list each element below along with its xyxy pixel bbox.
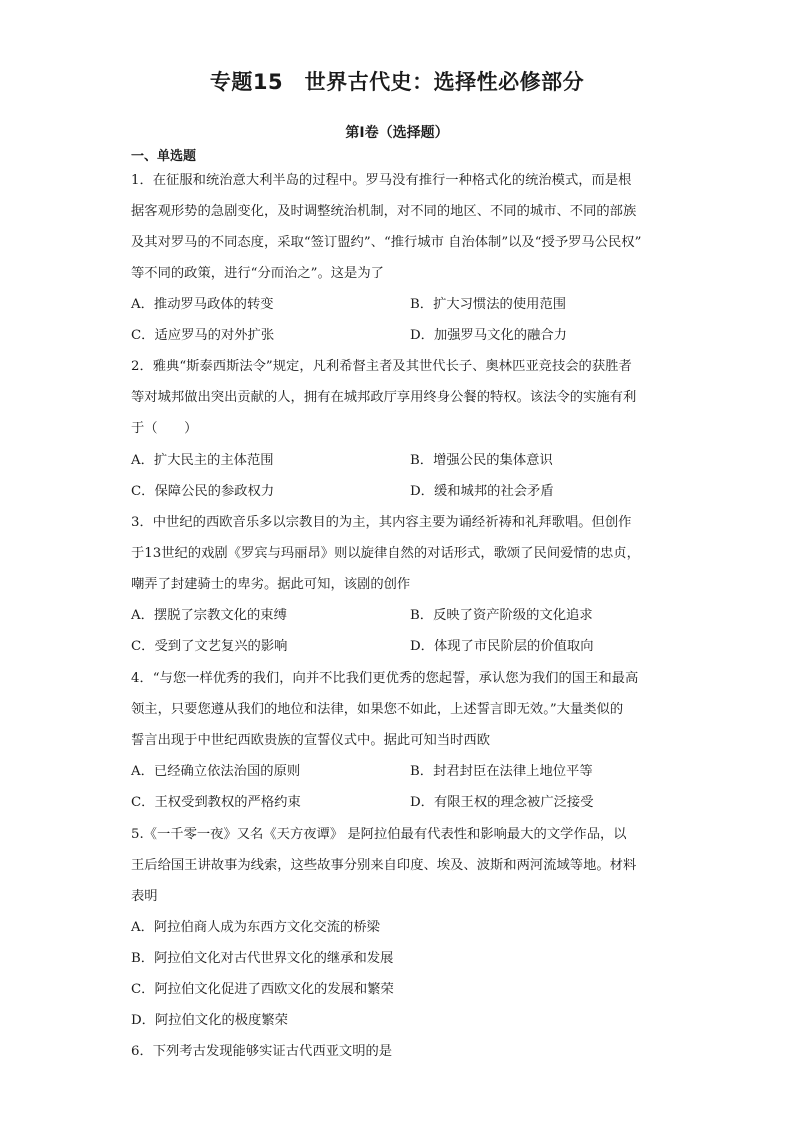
question-4-option-d: D．有限王权的理念被广泛接受 [410, 795, 594, 810]
question-2-text-line-1: 2．雅典“斯泰西斯法令”规定，凡利希督主者及其世代长子、奥林匹亚竞技会的获胜者 [131, 359, 632, 374]
question-4-option-c: C．王权受到教权的严格约束 [131, 795, 301, 810]
question-2-text-line-2: 等对城邦做出突出贡献的人，拥有在城邦政厅享用终身公餐的特权。该法令的实施有利 [131, 390, 637, 405]
question-1-text-line-4: 等不同的政策，进行“分而治之”。这是为了 [131, 266, 384, 281]
question-4-option-a: A．已经确立依法治国的原则 [131, 764, 301, 779]
question-1-option-d: D．加强罗马文化的融合力 [410, 328, 567, 343]
question-3-text-line-2: 于13世纪的戏剧《罗宾与玛丽昂》则以旋律自然的对话形式，歌颂了民间爱情的忠贞， [131, 546, 640, 561]
question-2-option-d: D．缓和城邦的社会矛盾 [410, 484, 554, 499]
question-5-option-a: A．阿拉伯商人成为东西方文化交流的桥梁 [131, 920, 380, 935]
question-2-option-a: A．扩大民主的主体范围 [131, 453, 274, 468]
question-4-text-line-3: 誓言出现于中世纪西欧贵族的宣誓仪式中。据此可知当时西欧 [131, 733, 491, 748]
question-5-option-c: C．阿拉伯文化促进了西欧文化的发展和繁荣 [131, 982, 394, 997]
question-5-option-b: B．阿拉伯文化对古代世界文化的继承和发展 [131, 951, 394, 966]
question-1-option-a: A．推动罗马政体的转变 [131, 297, 274, 312]
question-5-text-line-2: 王后给国王讲故事为线索，这些故事分别来自印度、埃及、波斯和两河流域等地。材料 [131, 858, 637, 873]
question-3-option-a: A．摆脱了宗教文化的束缚 [131, 608, 287, 623]
question-2-option-c: C．保障公民的参政权力 [131, 484, 275, 499]
question-1-option-b: B．扩大习惯法的使用范围 [410, 297, 567, 312]
volume-subtitle: 第I卷（选择题） [345, 125, 449, 141]
question-5-option-d: D．阿拉伯文化的极度繁荣 [131, 1013, 288, 1028]
section-heading: 一、单选题 [131, 149, 197, 164]
question-4-text-line-2: 领主，只要您遵从我们的地位和法律，如果您不如此，上述誓言即无效。”大量类似的 [131, 702, 624, 717]
question-5-text-line-1: 5.《一千零一夜》又名《天方夜谭》 是阿拉伯最有代表性和影响最大的文学作品，以 [131, 827, 627, 842]
question-4-option-b: B．封君封臣在法律上地位平等 [410, 764, 593, 779]
question-1-text-line-2: 据客观形势的急剧变化，及时调整统治机制，对不同的地区、不同的城市、不同的部族 [131, 204, 637, 219]
page-title: 专题15 世界古代史：选择性必修部分 [209, 70, 585, 94]
question-3-option-c: C．受到了文艺复兴的影响 [131, 639, 288, 654]
question-1-option-c: C．适应罗马的对外扩张 [131, 328, 275, 343]
question-2-text-line-3: 于（ ） [131, 421, 198, 436]
question-3-text-line-3: 嘲弄了封建骑士的卑劣。据此可知，该剧的创作 [131, 577, 411, 592]
question-3-option-b: B．反映了资产阶级的文化追求 [410, 608, 593, 623]
question-2-option-b: B．增强公民的集体意识 [410, 453, 553, 468]
question-1-text-line-3: 及其对罗马的不同态度，采取“签订盟约”、“推行城市 自治体制”以及“授予罗马公民权” [131, 235, 642, 250]
question-6-text-line-1: 6．下列考古发现能够实证古代西亚文明的是 [131, 1044, 393, 1059]
question-3-option-d: D．体现了市民阶层的价值取向 [410, 639, 594, 654]
question-5-text-line-3: 表明 [131, 889, 158, 904]
question-1-text-line-1: 1．在征服和统治意大利半岛的过程中。罗马没有推行一种格式化的统治模式，而是根 [131, 173, 632, 188]
question-3-text-line-1: 3．中世纪的西欧音乐多以宗教目的为主，其内容主要为诵经祈祷和礼拜歌唱。但创作 [131, 515, 632, 530]
question-4-text-line-1: 4．“与您一样优秀的我们，向并不比我们更优秀的您起誓，承认您为我们的国王和最高 [131, 671, 639, 686]
